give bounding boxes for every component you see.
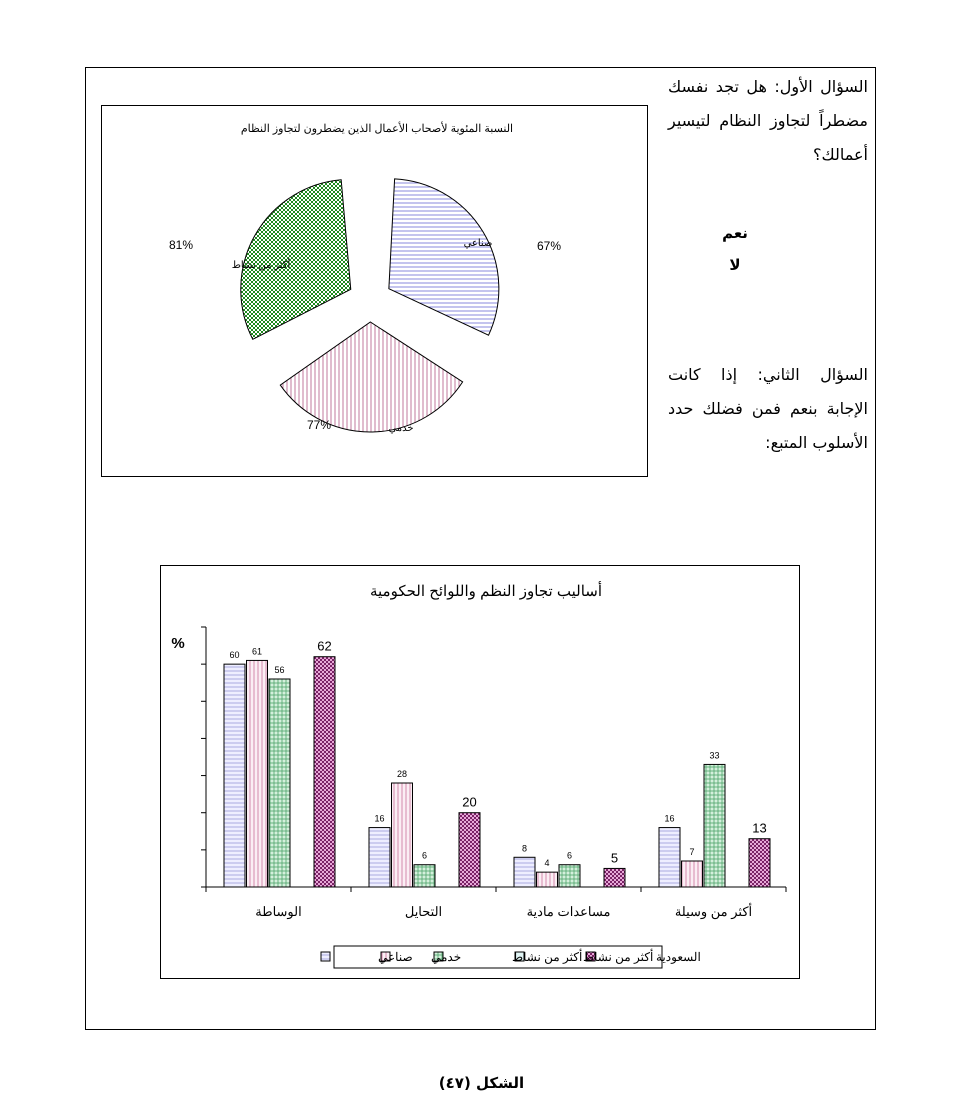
bar — [604, 868, 625, 887]
bar — [314, 657, 335, 887]
pie-slice-value: 67% — [536, 239, 562, 253]
y-axis-label: % — [171, 635, 185, 652]
category-label: التحايل — [404, 904, 443, 919]
answer-no: لا — [729, 256, 741, 274]
bar — [224, 664, 245, 887]
bar — [247, 660, 268, 887]
pie-slice-value: 81% — [168, 238, 194, 252]
question-2: السؤال الثاني: إذا كانت الإجابة بنعم فمن فضلك حدد الأسلوب المتبع: — [668, 365, 868, 452]
bar — [559, 865, 580, 887]
bar — [369, 828, 390, 887]
category-label: مساعدات مادية — [526, 904, 611, 919]
bar-chart — [160, 565, 800, 979]
bar-data-label: 16 — [664, 813, 675, 824]
pie-slice-value: 77% — [306, 418, 332, 432]
bar-data-label: 13 — [752, 820, 767, 836]
bar — [682, 861, 703, 887]
bar-data-label: 6 — [566, 850, 573, 861]
pie-chart-title: النسبة المئوية لأصحاب الأعمال الذين يضطرون لتجاوز النظام — [240, 123, 514, 135]
pie-slice-label: صناعي — [463, 238, 493, 249]
bar-chart-title: أساليب تجاوز النظم واللوائح الحكومية — [369, 583, 603, 600]
bar-data-label: 60 — [229, 650, 240, 661]
bar-data-label: 8 — [521, 843, 528, 854]
bar — [414, 865, 435, 887]
category-label: أكثر من وسيلة — [674, 904, 753, 919]
bar — [749, 839, 770, 887]
bar-data-label: 33 — [709, 750, 720, 761]
bar-data-label: 20 — [462, 794, 477, 810]
bar-data-label: 62 — [317, 638, 332, 654]
bar-data-label: 56 — [274, 665, 285, 675]
bar-data-label: 16 — [374, 813, 385, 824]
bar-data-label: 4 — [544, 858, 550, 869]
pie-chart — [101, 105, 648, 477]
bar-data-label: 6 — [421, 850, 428, 861]
bar-data-label: 5 — [610, 850, 619, 866]
category-label: الوساطة — [255, 904, 302, 919]
bar-data-label: 7 — [689, 847, 695, 857]
pie-slice-label: أكثر من نشاط — [231, 260, 291, 271]
legend-swatch — [321, 952, 330, 961]
legend-label: أكثر من نشاط — [583, 950, 654, 964]
legend-label: صناعي — [378, 950, 413, 964]
bar — [459, 813, 480, 887]
bar-data-label: 61 — [251, 646, 263, 657]
bar — [659, 828, 680, 887]
bar — [537, 872, 558, 887]
bar — [269, 679, 290, 887]
bar — [392, 783, 413, 887]
answer-yes: نعم — [722, 224, 748, 242]
figure-caption: الشكل (٤٧) — [438, 1074, 525, 1092]
legend-label: خدمي — [431, 950, 462, 964]
legend-label: السعودية — [656, 950, 701, 964]
pie-slice-label: خدمي — [388, 423, 414, 434]
bar — [704, 764, 725, 887]
question-1: السؤال الأول: هل تجد نفسك مضطراً لتجاوز النظام لتيسير أعمالك؟ — [668, 77, 868, 164]
legend-label: أكثر من نشاط — [512, 950, 583, 964]
bar-data-label: 28 — [396, 769, 408, 779]
bar — [514, 857, 535, 887]
